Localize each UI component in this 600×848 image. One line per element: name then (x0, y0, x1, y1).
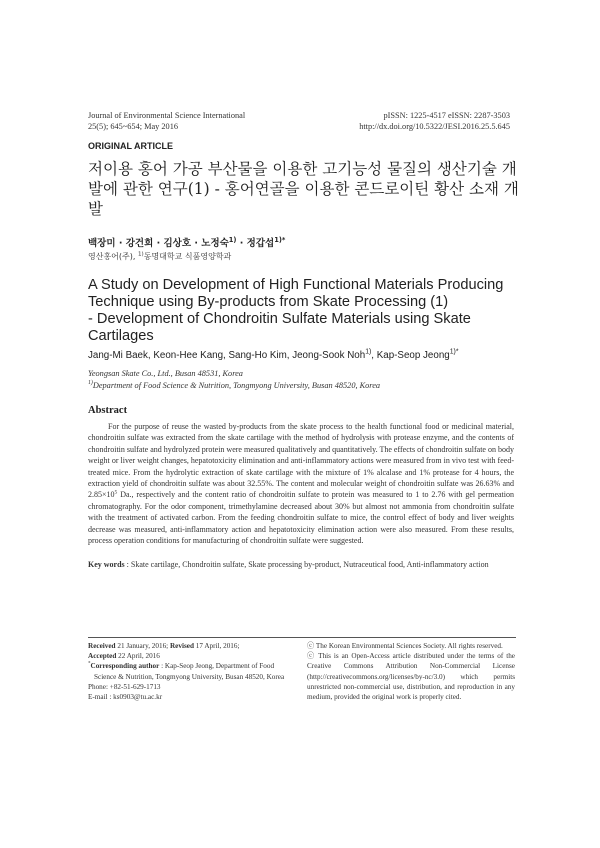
keywords-label: Key words (88, 560, 125, 569)
english-title-line4: Cartilages (88, 328, 154, 344)
footer-divider (88, 637, 516, 638)
english-title (88, 277, 528, 345)
received-date: 21 January, 2016; (115, 642, 170, 650)
english-authors-sup1: 1) (365, 348, 372, 356)
journal-name: Journal of Environmental Science International (88, 111, 246, 120)
received-label: Received (88, 642, 116, 650)
korean-authors-sep: · 정갑섭 (236, 238, 275, 249)
korean-authors (88, 235, 285, 249)
journal-doi[interactable]: http://dx.doi.org/10.5322/JESI.2016.25.5.645 (359, 122, 510, 131)
corresponding-sup: * (88, 662, 91, 668)
korean-authors-sup2: 1)* (274, 235, 286, 244)
corresponding-author (88, 661, 293, 671)
english-authors-main: Jang-Mi Baek, Keon-Hee Kang, Sang-Ho Kim, Jeong-Sook Noh (88, 350, 366, 361)
accepted-label: Accepted (88, 652, 117, 661)
korean-authors-sup1: 1) (228, 235, 237, 244)
keywords-text: : Skate cartilage, Chondroitin sulfate, Skate processing by-product, Nutraceutical food, Anti-inflammatory action (124, 560, 489, 569)
footer-article-info (88, 641, 293, 702)
english-title-line1: A Study on Development of High Functional Materials Producing (88, 277, 504, 293)
abstract-heading: Abstract (88, 405, 128, 416)
english-title-line2: Technique using By-products from Skate Processing (1) (88, 294, 449, 310)
abstract-text-sup: 5 (114, 489, 118, 496)
english-title-line3: - Development of Chondroitin Sulfate Materials using Skate (88, 311, 471, 327)
abstract-text-part2: Da., respectively and the content ratio of chondroitin sulfate to protein was measured to 1 to 2.76 with gel permeation chromatography. For the odor component, trimethylamine decreased about 30% but almost not ammonia from chondroitin sulfate with the treatment of activated carbon. From the feeding chondroitin sulfate to mice, the control effect of body and liver weights decrease was measured, anti-inflammatory action and hepatotoxicity elimination action were also measured. From these results, process operation conditions for manufacturing of chondroitin sulfate were suggested. (88, 490, 514, 546)
english-authors (88, 350, 459, 361)
corresponding-text-2: Science & Nutrition, Tongmyong University, Busan 48520, Korea (94, 672, 285, 681)
journal-volume: 25(5); 645~654; May 2016 (88, 122, 178, 131)
english-authors-sup2: 1)* (449, 348, 459, 356)
corresponding-text: : Kap-Seop Jeong, Department of Food (159, 662, 275, 671)
license-notice: ⓒ This is an Open-Access article distributed under the terms of the Creative Commons Attribution Non-Commercial License (http://creativecommons.org/licenses/by-nc/3.0) which permits unrestricted non-commercial use, distribution, and reproduction in any medium, provided the original work is properly cited. (307, 652, 515, 702)
korean-authors-main: 백장미 · 강건희 · 김상호 · 노정숙 (88, 238, 229, 249)
english-affil2-sup: 1) (88, 380, 93, 387)
copyright-notice: ⓒ The Korean Environmental Sciences Society. All rights reserved. (307, 642, 503, 650)
author-phone: Phone: +82-51-629-1713 (88, 682, 161, 691)
abstract-body (88, 421, 514, 546)
author-email[interactable]: E-mail : ks0903@tu.ac.kr (88, 693, 163, 702)
english-affiliation-1: Yeongsan Skate Co., Ltd., Busan 48531, Korea (88, 369, 243, 378)
korean-affil-b: 동명대학교 식품영양학과 (143, 252, 232, 261)
korean-affil-sup: 1) (137, 251, 144, 258)
english-affiliation-2 (88, 381, 380, 390)
korean-affiliation (88, 251, 231, 262)
revised-date: 17 April, 2016; (193, 642, 240, 650)
english-affil2-text: Department of Food Science & Nutrition, Tongmyong University, Busan 48520, Korea (92, 381, 381, 390)
footer-dates-line2 (88, 651, 293, 661)
korean-title: 저이용 홍어 가공 부산물을 이용한 고기능성 물질의 생산기술 개발에 관한 연구(1) - 홍어연골을 이용한 콘드로이틴 황산 소재 개발 (88, 160, 519, 218)
footer-dates-line1 (88, 641, 293, 651)
accepted-date: 22 April, 2016 (116, 652, 160, 661)
keywords (88, 560, 518, 569)
journal-issn: pISSN: 1225-4517 eISSN: 2287-3503 (383, 111, 510, 120)
journal-header-left (88, 110, 245, 132)
korean-affil-a: 영산홍어(주), (88, 252, 138, 261)
revised-label: Revised (169, 642, 194, 650)
corresponding-label: Corresponding author (90, 662, 160, 671)
journal-header-right (359, 110, 510, 132)
english-authors-sep: , Kap-Seop Jeong (371, 350, 450, 361)
article-type: ORIGINAL ARTICLE (88, 141, 173, 151)
footer-license-info (307, 641, 515, 702)
abstract-text-part1: For the purpose of reuse the wasted by-products from the skate process to the health functional food or medicinal material, chondroitin sulfate was extracted from the skate cartilage with the method of hydrolysis with protease enzyme, and the contents of chondroitin sulfate and hydrolyzed protein were measured qualitatively and quantitatively. The effects of chondroitin sulfate on body weight or liver weight changes, hepatotoxicity elimination and anti-inflammatory actions were measured from in vivo test with feed-treated mice. From the hydrolytic extraction of skate cartilage with the mixture of 1% alcalase and 1% protease for 4 hours, the extraction yield of chondroitin sulfate was about 32.55%. The content and molecular weight of chondroitin sulfate was 26.63% and 2.85×10 (88, 422, 514, 500)
